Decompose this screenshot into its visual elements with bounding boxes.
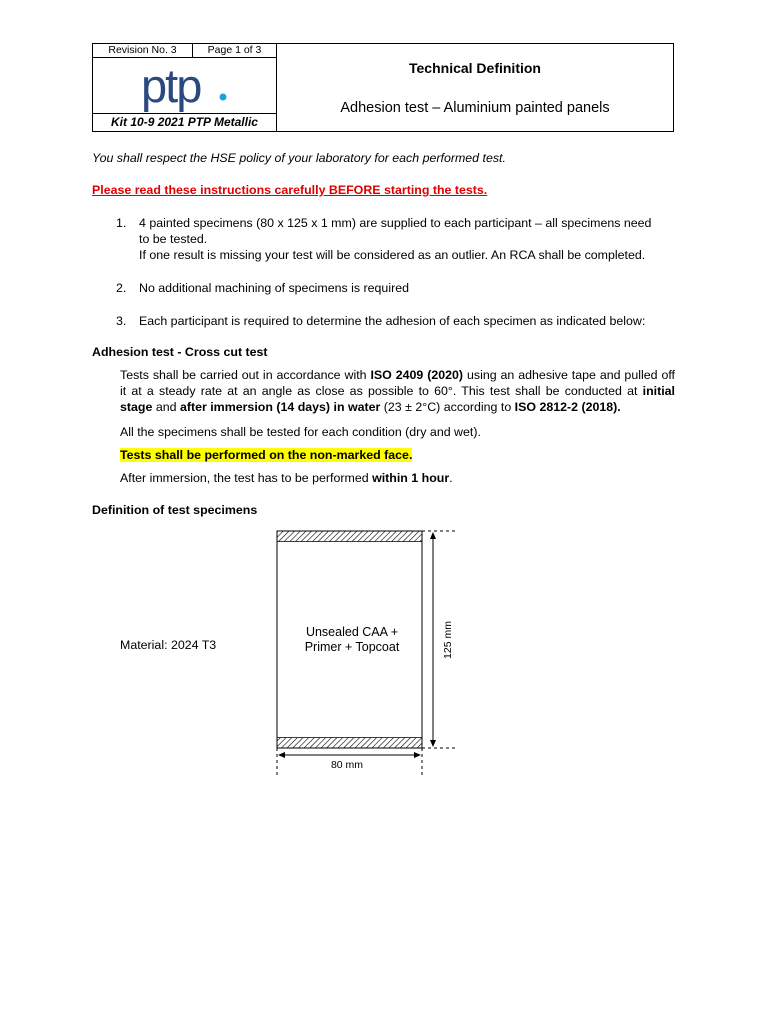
specimens-heading: Definition of test specimens [92, 503, 258, 517]
width-dimension-label: 80 mm [330, 759, 364, 771]
logo-dot [220, 94, 227, 101]
kit-label: Kit 10-9 2021 PTP Metallic [111, 115, 258, 129]
list-item-1-line3: If one result is missing your test will be considered as an outlier. An RCA shall be completed. [139, 248, 646, 262]
material-label: Material: 2024 T3 [120, 638, 217, 652]
list-number-2: 2. [116, 281, 127, 295]
list-number-1: 1. [116, 216, 127, 230]
conditions-note: All the specimens shall be tested for each condition (dry and wet). [120, 425, 481, 439]
list-item-2: No additional machining of specimens is required [139, 281, 409, 295]
page-number: Page 1 of 3 [193, 44, 276, 58]
ptp-logo-icon [93, 58, 276, 113]
header-table [92, 43, 674, 132]
arrow-up-icon [430, 532, 436, 539]
top-hatch-band [278, 532, 422, 542]
adhesion-heading: Adhesion test - Cross cut test [92, 345, 268, 359]
list-item-1-line2: to be tested. [139, 232, 208, 246]
header-left-cell [93, 44, 277, 131]
arrow-down-icon [430, 740, 436, 747]
panel-label-line2: Primer + Topcoat [304, 640, 400, 654]
list-item-3: Each participant is required to determine the adhesion of each specimen as indicated below: [139, 314, 646, 328]
revision-number: Revision No. 3 [93, 44, 193, 58]
arrow-right-icon [414, 752, 421, 758]
bottom-hatch-band [278, 738, 422, 748]
face-note [120, 447, 412, 463]
highlighted-text: Tests shall be performed on the non-marked face. [120, 448, 413, 462]
arrow-left-icon [278, 752, 285, 758]
hse-notice: You shall respect the HSE policy of your laboratory for each performed test. [92, 151, 506, 165]
adhesion-paragraph: Tests shall be carried out in accordance with ISO 2409 (2020) using an adhesive tape and pulled off it at a steady rate at an angle as close as possible to 60°. This test shall be conducted at initial stage and after immersion (14 days) in water (23 ± 2°C) according to ISO 2812-2 (2018). [120, 368, 675, 414]
specimen-drawing [260, 520, 470, 780]
height-dimension-label: 125 mm [442, 621, 454, 659]
list-item-1-line1: 4 painted specimens (80 x 125 x 1 mm) are supplied to each participant – all specimens need [139, 216, 652, 230]
logo-text: ptp [141, 59, 201, 112]
warning-notice: Please read these instructions carefully BEFORE starting the tests. [92, 183, 488, 197]
list-number-3: 3. [116, 314, 127, 328]
immersion-note: After immersion, the test has to be performed within 1 hour. [120, 471, 453, 485]
document-title: Technical Definition [409, 60, 541, 76]
document-subtitle: Adhesion test – Aluminium painted panels [340, 100, 610, 116]
panel-label-line1: Unsealed CAA + [305, 625, 399, 639]
ptp-logo [93, 58, 276, 114]
